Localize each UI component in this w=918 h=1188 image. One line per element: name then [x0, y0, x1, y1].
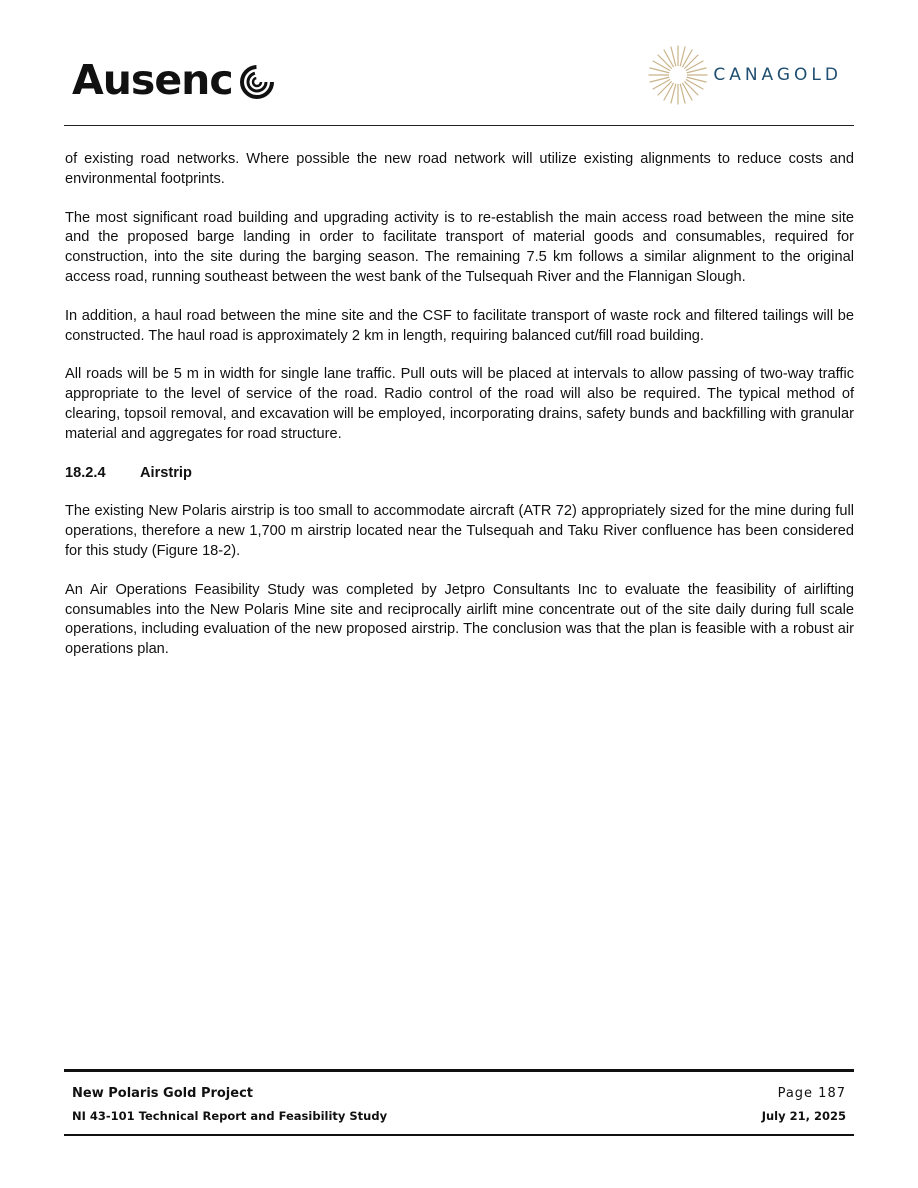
paragraph: In addition, a haul road between the mine site and the CSF to facilitate transport of waste rock and filtered tailings will be constructed. The haul road is approximately 2 km in length, requiring balanced cut/fill road building.	[65, 307, 854, 344]
footer-date: July 21, 2025	[761, 1109, 846, 1123]
document-body	[65, 150, 854, 679]
footer-divider-top	[64, 1069, 854, 1072]
ausenco-logo	[72, 58, 279, 102]
ausenco-logo-text: Ausenc	[72, 56, 233, 104]
paragraph: The existing New Polaris airstrip is too small to accommodate aircraft (ATR 72) appropriately sized for the mine during full operations, therefore a new 1,700 m airstrip located near the Tulsequah and Taku River confluence has been considered for this study (Figure 18-2).	[65, 503, 854, 559]
page-header	[64, 40, 854, 126]
paragraph: The most significant road building and upgrading activity is to re-establish the main access road between the mine site and the proposed barge landing in order to facilitate transport of material goods and consumables, required for construction, into the site during the barging season. The remaining 7.5 km follows a similar alignment to the original access road, running southeast between the west bank of the Tulsequah River and the Flannigan Slough.	[65, 209, 854, 285]
footer-report-title: NI 43-101 Technical Report and Feasibility Study	[72, 1109, 388, 1123]
footer-page-number: Page 187	[777, 1086, 846, 1101]
canagold-logo	[647, 44, 842, 106]
ausenco-swirl-icon	[235, 58, 279, 102]
paragraph: All roads will be 5 m in width for single lane traffic. Pull outs will be placed at intervals to allow passing of two-way traffic appropriate to the level of service of the road. Radio control of the road will also be required. The typical method of clearing, topsoil removal, and excavation will be employed, incorporating drains, safety bunds and backfilling with granular material and aggregates for road structure.	[65, 366, 854, 442]
footer-project-title: New Polaris Gold Project	[72, 1086, 254, 1101]
sunburst-icon	[647, 44, 709, 106]
section-title: Airstrip	[140, 464, 192, 481]
section-number: 18.2.4	[65, 464, 106, 481]
header-divider	[64, 125, 854, 126]
page-footer	[72, 1083, 846, 1129]
section-heading	[65, 464, 854, 484]
paragraph: An Air Operations Feasibility Study was completed by Jetpro Consultants Inc to evaluate the feasibility of airlifting consumables into the New Polaris Mine site and reciprocally airlift mine concentrate out of the site daily during full scale operations, including evaluation of the new proposed airstrip. The conclusion was that the plan is feasible with a robust air operations plan.	[65, 581, 854, 658]
footer-divider-bottom	[64, 1134, 854, 1136]
canagold-logo-text: CANAGOLD	[713, 65, 842, 85]
footer-right	[762, 1083, 846, 1127]
footer-left	[72, 1083, 387, 1127]
paragraph: of existing road networks. Where possible the new road network will utilize existing alignments to reduce costs and environmental footprints.	[65, 151, 854, 187]
